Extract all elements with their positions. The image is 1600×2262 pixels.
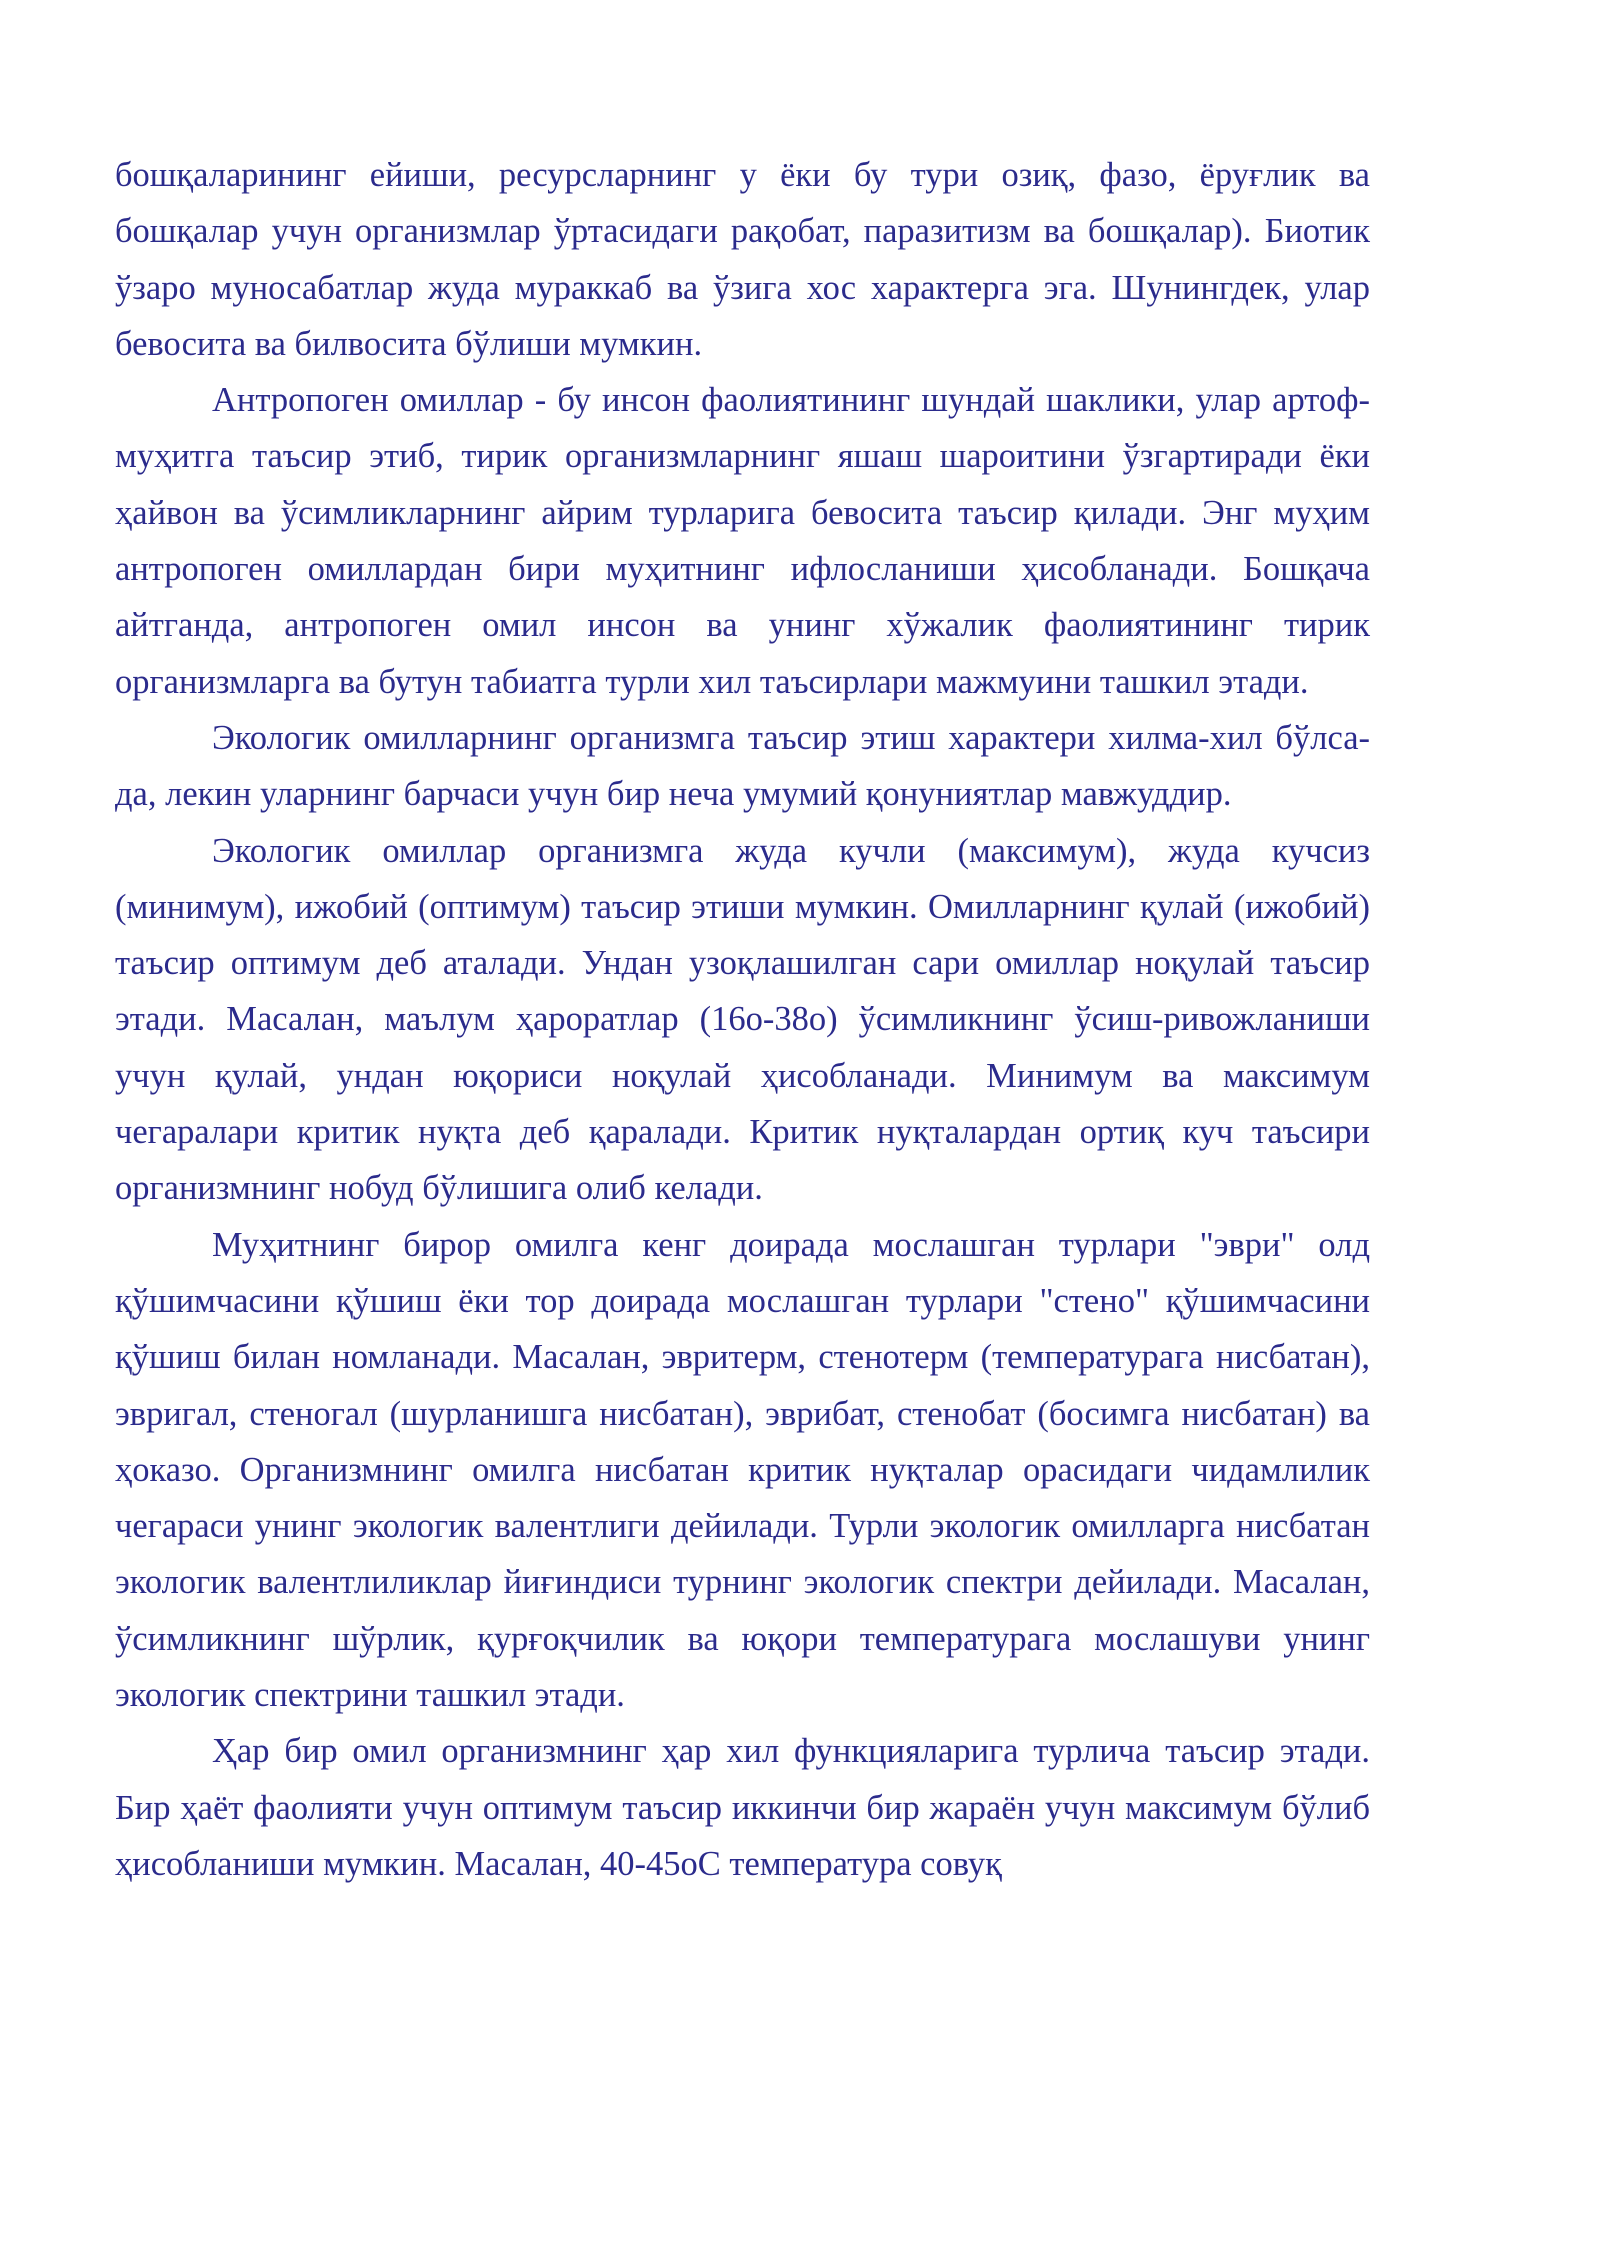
paragraph-factor-functions: Ҳар бир омил организмнинг ҳар хил функцияларига турлича таъсир этади. Бир ҳаёт фаолияти учун оптимум таъсир иккинчи бир жараён учун максимум бўлиб ҳисобланиши мумкин. Масалан, 40-45оС температура совуқ	[115, 1732, 1370, 1883]
paragraph-eury-steno-valency: Муҳитнинг бирор омилга кенг доирада мослашган турлари "эври" олд қўшимчасини қўшиш ёки тор доирада мослашган турлари "стено" қўшимчасини қўшиш билан номланади. Масалан, эвритерм, стенотерм (температурага нисбатан), эвригал, стеногал (шурланишга нисбатан), эврибат, стенобат (босимга нисбатан) ва ҳоказо. Организмнинг омилга нисбатан критик нуқталар орасидаги чидамлилик чегараси унинг экологик валентлиги дейилади. Турли экологик омилларга нисбатан экологик валентлиликлар йиғиндиси турнинг экологик спектри дейилади. Масалан, ўсимликнинг шўрлик, қурғоқчилик ва юқори температурага мослашуви унинг экологик спектрини ташкил этади.	[115, 1225, 1370, 1715]
paragraph-anthropogenic-factors: Антропоген омиллар - бу инсон фаолиятининг шундай шаклики, улар артоф-муҳитга таъсир этиб, тирик организмларнинг яшаш шароитини ўзгартиради ёки ҳайвон ва ўсимликларнинг айрим турларига бевосита таъсир қилади. Энг муҳим антропоген омиллардан бири муҳитнинг ифлосланиши ҳисобланади. Бошқача айтганда, антропоген омил инсон ва унинг хўжалик фаолиятининг тирик организмларга ва бутун табиатга турли хил таъсирлари мажмуини ташкил этади.	[115, 381, 1370, 701]
paragraph-biotic-continuation: бошқаларининг ейиши, ресурсларнинг у ёки бу тури озиқ, фазо, ёруғлик ва бошқалар учун организмлар ўртасидаги рақобат, паразитизм ва бошқалар). Биотик ўзаро муносабатлар жуда мураккаб ва ўзига хос характерга эга. Шунингдек, улар бевосита ва билвосита бўлиши мумкин.	[115, 156, 1370, 363]
paragraph-general-laws: Экологик омилларнинг организмга таъсир этиш характери хилма-хил бўлса-да, лекин уларнинг барчаси учун бир неча умумий қонуниятлар мавжуддир.	[115, 718, 1370, 814]
paragraph-optimum-minimum-maximum: Экологик омиллар организмга жуда кучли (максимум), жуда кучсиз (минимум), ижобий (оптимум) таъсир этиши мумкин. Омилларнинг қулай (ижобий) таъсир оптимум деб аталади. Ундан узоқлашилган сари омиллар ноқулай таъсир этади. Масалан, маълум ҳароратлар (16о-38о) ўсимликнинг ўсиш-ривожланиши учун қулай, ундан юқориси ноқулай ҳисобланади. Минимум ва максимум чегаралари критик нуқта деб қаралади. Критик нуқталардан ортиқ куч таъсири организмнинг нобуд бўлишига олиб келади.	[115, 831, 1370, 1208]
document-body	[115, 147, 1370, 1892]
